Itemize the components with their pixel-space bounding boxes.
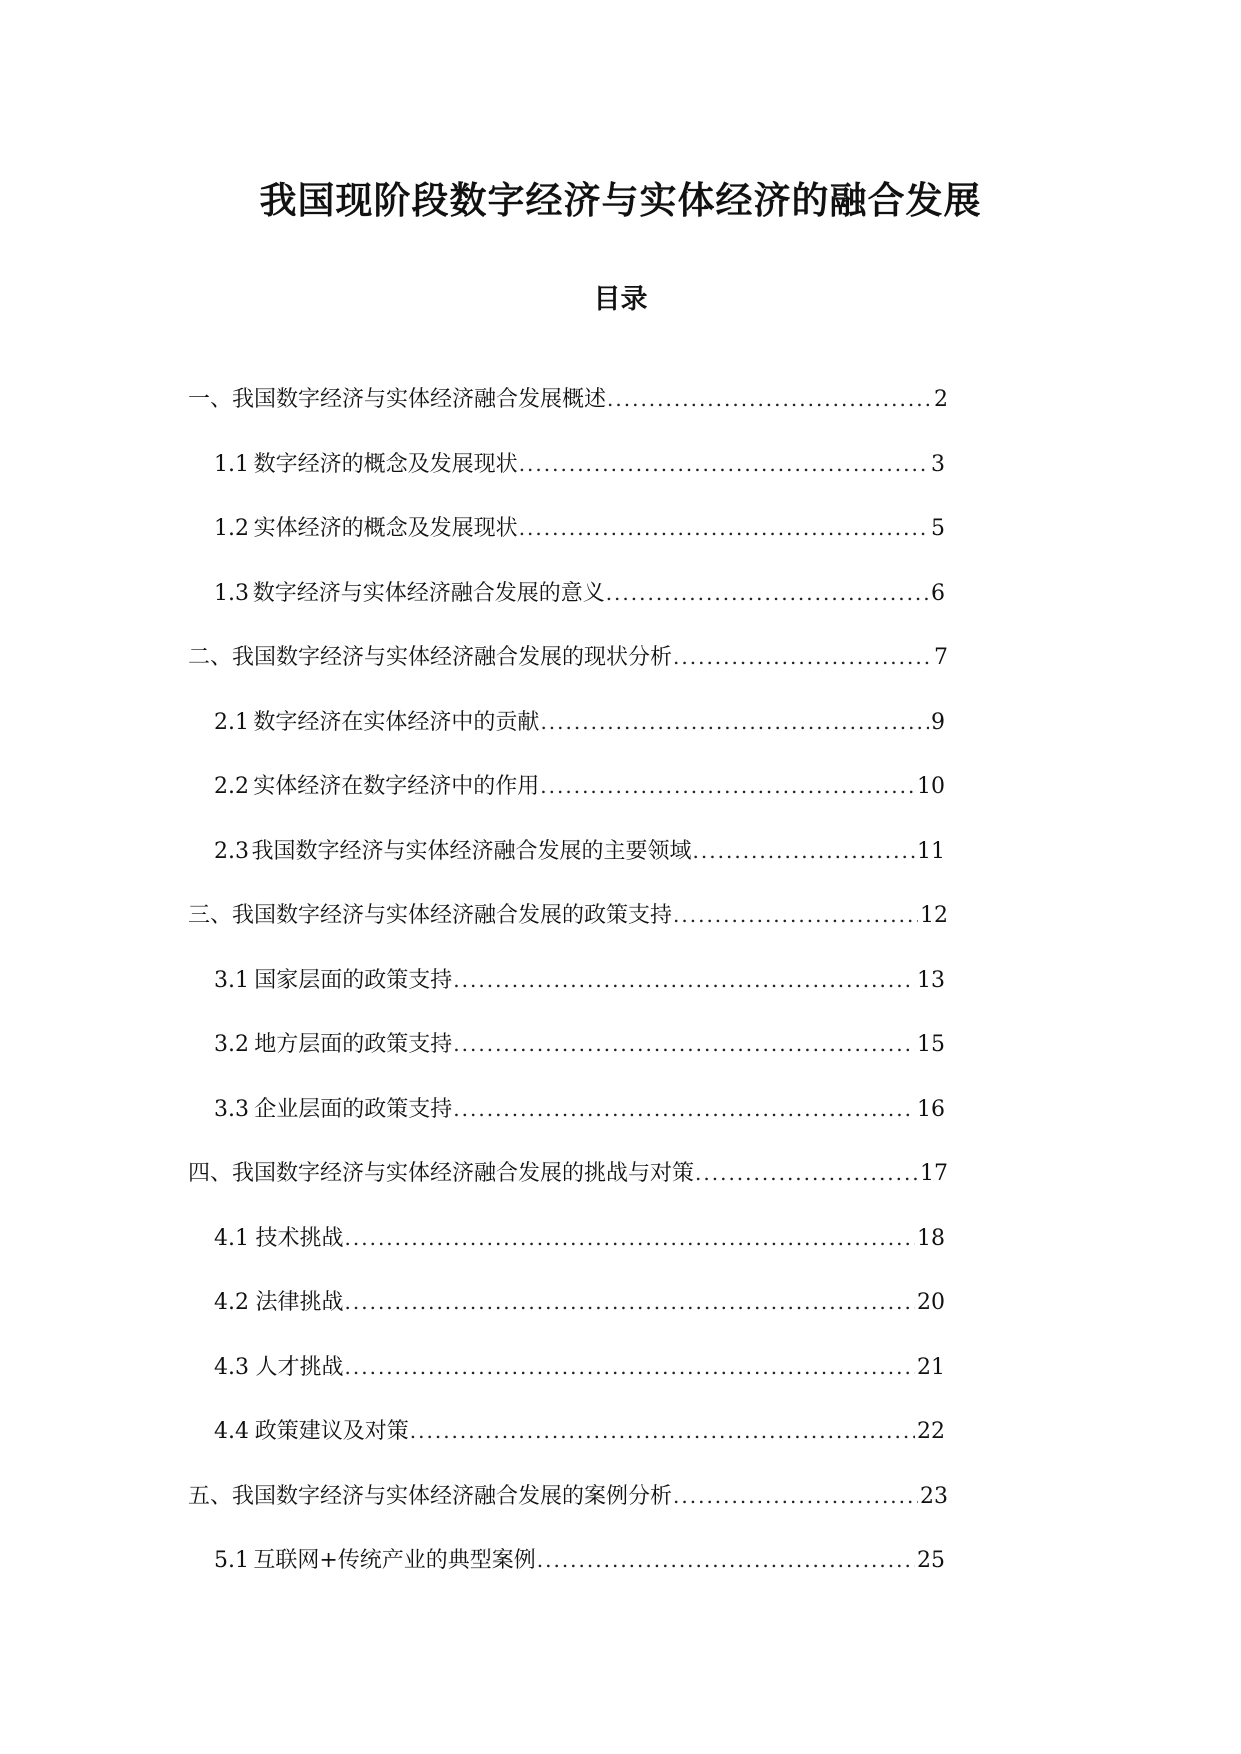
toc-entry-label: 国家层面的政策支持: [254, 967, 453, 993]
toc-page-number: 7: [934, 645, 948, 670]
toc-entry[interactable]: [214, 768, 945, 804]
toc-entry-label: 技术挑战: [255, 1225, 344, 1251]
toc-leader-dots: [537, 1542, 915, 1578]
toc-leader-dots: [453, 1091, 915, 1127]
toc-entry-label: 政策建议及对策: [254, 1419, 409, 1444]
toc-page-number: 13: [917, 967, 945, 993]
toc-entry-label: 地方层面的政策支持: [254, 1032, 453, 1057]
toc-entry[interactable]: [214, 1542, 945, 1578]
toc-page-number: 10: [917, 774, 945, 799]
toc-entry-label: 法律挑战: [255, 1290, 344, 1315]
toc-entry-label: 五、我国数字经济与实体经济融合发展的案例分析: [188, 1483, 673, 1509]
toc-page-number: 5: [931, 516, 945, 541]
toc-page-number: 2: [934, 387, 948, 412]
toc-entry-label: 互联网+传统产业的典型案例: [253, 1548, 536, 1573]
toc-page-number: 22: [917, 1419, 945, 1444]
toc-leader-dots: [540, 704, 929, 740]
toc-page-number: 23: [920, 1483, 948, 1509]
toc-leader-dots: [606, 575, 929, 611]
toc-section-number: 4.2: [214, 1290, 249, 1315]
toc-page-number: 17: [920, 1161, 948, 1186]
toc-leader-dots: [453, 1026, 915, 1062]
toc-entry[interactable]: [214, 1284, 945, 1320]
toc-page-number: 15: [917, 1032, 945, 1057]
toc-leader-dots: [695, 1155, 918, 1191]
toc-entry-label: 一、我国数字经济与实体经济融合发展概述: [188, 387, 607, 412]
toc-section-number: 4.4: [214, 1419, 249, 1444]
toc-entry-label: 实体经济的概念及发展现状: [253, 516, 518, 541]
toc-leader-dots: [345, 1284, 915, 1320]
toc-entry-label: 四、我国数字经济与实体经济融合发展的挑战与对策: [188, 1161, 695, 1186]
toc-section-number: 3.1: [214, 967, 249, 993]
toc-section-number: 4.1: [214, 1225, 249, 1251]
toc-page-number: 21: [917, 1354, 945, 1380]
toc-leader-dots: [345, 1349, 915, 1385]
toc-page-number: 20: [917, 1290, 945, 1315]
toc-section-number: 2.1: [214, 709, 249, 735]
toc-page-number: 11: [917, 838, 945, 864]
toc-page-number: 25: [917, 1548, 945, 1573]
toc-section-number: 1.1: [214, 451, 249, 477]
document-title: 我国现阶段数字经济与实体经济的融合发展: [259, 177, 982, 222]
toc-section-number: 5.1: [214, 1548, 249, 1573]
toc-entry-label: 三、我国数字经济与实体经济融合发展的政策支持: [188, 903, 673, 928]
toc-entry[interactable]: [188, 1478, 948, 1514]
toc-entry[interactable]: [214, 1349, 945, 1385]
toc-entry[interactable]: [188, 381, 948, 417]
toc-page-number: 12: [920, 903, 948, 928]
toc-leader-dots: [410, 1413, 915, 1449]
toc-entry-label: 人才挑战: [255, 1354, 344, 1380]
toc-leader-dots: [345, 1220, 915, 1256]
toc-entry[interactable]: [214, 446, 945, 482]
toc-leader-dots: [453, 962, 915, 998]
toc-entry-label: 我国数字经济与实体经济融合发展的主要领域: [251, 838, 692, 864]
toc-entry[interactable]: [214, 510, 945, 546]
toc-leader-dots: [693, 833, 915, 869]
toc-entry[interactable]: [188, 639, 948, 675]
toc-entry-label: 实体经济在数字经济中的作用: [253, 774, 540, 799]
toc-page-number: 18: [917, 1225, 945, 1251]
toc-leader-dots: [519, 446, 929, 482]
toc-entry[interactable]: [214, 1413, 945, 1449]
toc-section-number: 2.3: [214, 838, 249, 864]
toc-page-number: 9: [931, 709, 945, 735]
toc-page-number: 3: [931, 451, 945, 477]
toc-entry-label: 数字经济的概念及发展现状: [253, 451, 518, 477]
toc-page-number: 6: [931, 580, 945, 606]
toc-entry[interactable]: [214, 833, 945, 869]
toc-entry[interactable]: [214, 1220, 945, 1256]
toc-section-number: 1.2: [214, 516, 249, 541]
toc-section-number: 4.3: [214, 1354, 249, 1380]
toc-section-number: 2.2: [214, 774, 249, 799]
toc-leader-dots: [519, 510, 929, 546]
toc-heading: 目录: [593, 284, 648, 315]
toc-entry-label: 企业层面的政策支持: [254, 1096, 453, 1122]
toc-leader-dots: [673, 1478, 918, 1514]
toc-page-number: 16: [917, 1096, 945, 1122]
toc-entry[interactable]: [214, 1091, 945, 1127]
toc-entry-label: 数字经济与实体经济融合发展的意义: [252, 580, 605, 606]
toc-leader-dots: [540, 768, 915, 804]
toc-section-number: 1.3: [214, 580, 249, 606]
toc-entry[interactable]: [188, 1155, 948, 1191]
toc-leader-dots: [673, 897, 918, 933]
toc-entry-label: 二、我国数字经济与实体经济融合发展的现状分析: [188, 645, 673, 670]
toc-section-number: 3.3: [214, 1096, 249, 1122]
toc-leader-dots: [607, 381, 932, 417]
toc-section-number: 3.2: [214, 1032, 249, 1057]
toc-entry[interactable]: [214, 1026, 945, 1062]
toc-leader-dots: [673, 639, 932, 675]
toc-entry[interactable]: [214, 704, 945, 740]
toc-entry[interactable]: [214, 962, 945, 998]
toc-entry[interactable]: [214, 575, 945, 611]
toc-entry[interactable]: [188, 897, 948, 933]
toc-entry-label: 数字经济在实体经济中的贡献: [253, 709, 540, 735]
